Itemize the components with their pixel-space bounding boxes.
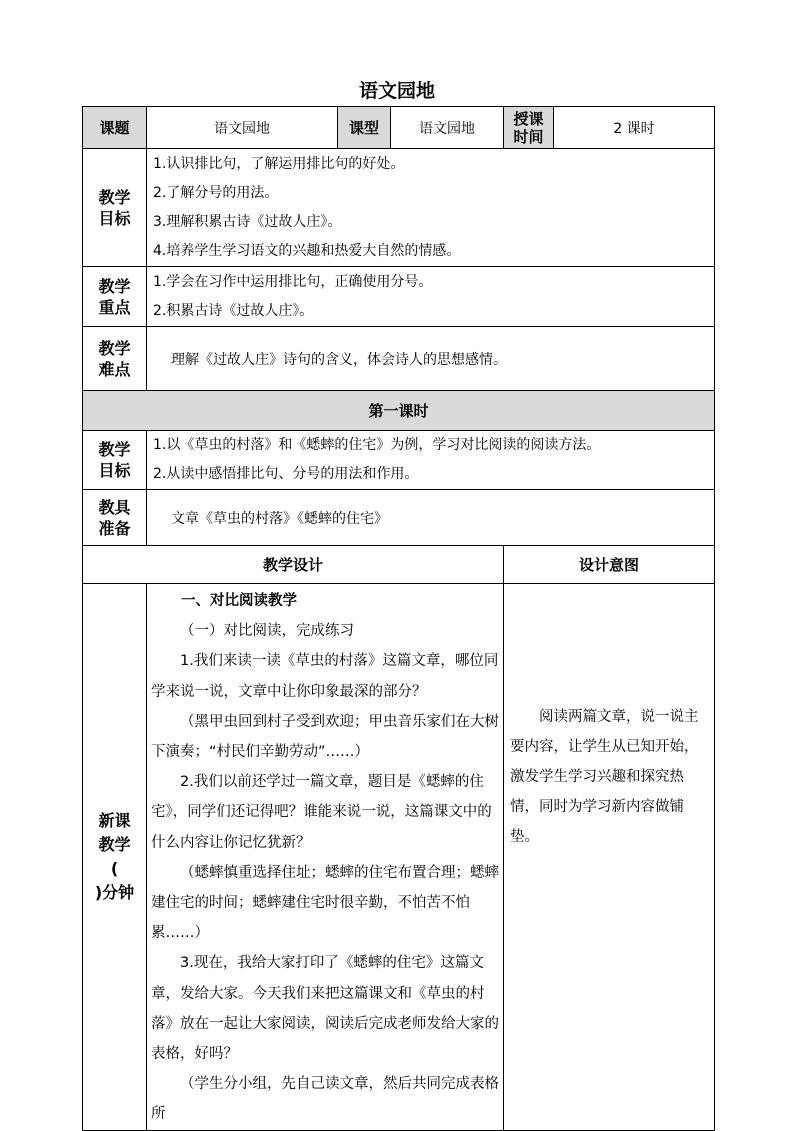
lesson-heading: 一、对比阅读教学 (181, 593, 297, 609)
goal-item: 3.理解积累古诗《过故人庄》。 (153, 213, 342, 230)
key-point-item: 2.积累古诗《过故人庄》。 (153, 302, 314, 319)
goals-label (83, 149, 147, 267)
document-title: 语文园地 (358, 80, 435, 102)
goal-item: 4.培养学生学习语文的兴趣和热爱大自然的情感。 (153, 242, 461, 259)
prep-label (83, 490, 147, 546)
design-intent-text: 阅读两篇文章，说一说主要内容，让学生从已知开始，激发学生学习兴趣和探究热情，同时为学习新内容做铺垫。 (510, 709, 699, 845)
lesson-subheading: （一）对比阅读，完成练习 (180, 623, 354, 640)
lesson1-goals-label (83, 431, 147, 490)
new-lesson-label-line1: 新课 (98, 810, 131, 830)
goals-label-line1: 教学 (98, 187, 131, 207)
prep-content: 文章《草虫的村落》《蟋蟀的住宅》 (147, 490, 715, 546)
lesson-content (147, 584, 504, 1131)
goals-content (147, 149, 715, 267)
lesson1-goal-item: 2.从读中感悟排比句、分号的用法和作用。 (153, 466, 419, 482)
lesson-paragraph: 1.我们来读一读《草虫的村落》这篇文章，哪位同学来说一说，文章中让你印象最深的部分？ (151, 653, 499, 700)
lesson1-goal-item: 1.以《草虫的村落》和《蟋蟀的住宅》为例，学习对比阅读的阅读方法。 (153, 437, 601, 453)
difficulties-row (83, 327, 715, 391)
lesson1-goals-label-line2: 目标 (98, 461, 131, 480)
goals-row (83, 149, 715, 267)
goal-item: 2.了解分号的用法。 (153, 184, 279, 201)
goals-label-line2: 目标 (98, 208, 131, 228)
key-point-item: 1.学会在习作中运用排比句，正确使用分号。 (153, 273, 433, 290)
lesson-answer: （蟋蟀慎重选择住址；蟋蟀的住宅布置合理；蟋蟀建住宅的时间；蟋蟀建住宅时很辛勤，不怕苦不怕累……） (151, 864, 499, 942)
lesson-plan-table (82, 106, 715, 1131)
time-label (504, 107, 554, 149)
lesson1-goals-content (147, 431, 715, 490)
key-points-label (83, 267, 147, 327)
design-header: 教学设计 (83, 546, 504, 584)
key-points-label-line2: 重点 (98, 297, 131, 317)
intent-header: 设计意图 (504, 546, 715, 584)
topic-label: 课题 (83, 107, 147, 149)
lesson-answer: （学生分小组，先自己读文章，然后共同完成表格所 (151, 1076, 499, 1123)
lesson1-goals-row (83, 431, 715, 490)
lesson-paragraph: 3.现在，我给大家打印了《蟋蟀的住宅》这篇文章，发给大家。今天我们来把这篇课文和《草虫的村落》放在一起让大家阅读，阅读后完成老师发给大家的表格，好吗？ (151, 955, 499, 1063)
goal-item: 1.认识排比句，了解运用排比句的好处。 (153, 155, 405, 172)
type-value: 语文园地 (391, 107, 504, 149)
prep-row (83, 490, 715, 546)
difficulties-label-line2: 难点 (98, 359, 131, 379)
topic-value: 语文园地 (147, 107, 338, 149)
intent-cell (504, 584, 715, 1131)
new-lesson-label-line4: )分钟 (94, 882, 135, 902)
prep-label-line1: 教具 (98, 497, 131, 517)
key-points-content (147, 267, 715, 327)
time-value: 2 课时 (554, 107, 715, 149)
lesson1-title: 第一课时 (83, 391, 715, 431)
prep-label-line2: 准备 (98, 518, 131, 538)
lesson-paragraph: 2.我们以前还学过一篇文章，题目是《蟋蟀的住宅》，同学们还记得吧？谁能来说一说，这篇课文中的什么内容让你记忆犹新？ (151, 774, 492, 851)
lesson1-title-row (83, 391, 715, 431)
lesson1-goals-label-line1: 教学 (98, 440, 131, 459)
new-lesson-row (83, 584, 715, 1131)
key-points-row (83, 267, 715, 327)
new-lesson-label (83, 584, 147, 1131)
key-points-label-line1: 教学 (98, 276, 131, 296)
new-lesson-label-line3: ( (110, 858, 119, 878)
design-header-row (83, 546, 715, 584)
new-lesson-label-line2: 教学 (98, 834, 131, 854)
lesson-answer: （黑甲虫回到村子受到欢迎；甲虫音乐家们在大树下演奏；“村民们辛勤劳动”……） (151, 713, 499, 761)
header-row (83, 107, 715, 149)
difficulties-label-line1: 教学 (98, 338, 131, 358)
difficulties-label (83, 327, 147, 391)
type-label: 课型 (338, 107, 391, 149)
time-label-line2: 时间 (513, 127, 544, 146)
time-label-line1: 授课 (513, 109, 544, 128)
difficulties-content: 理解《过故人庄》诗句的含义，体会诗人的思想感情。 (147, 327, 715, 391)
